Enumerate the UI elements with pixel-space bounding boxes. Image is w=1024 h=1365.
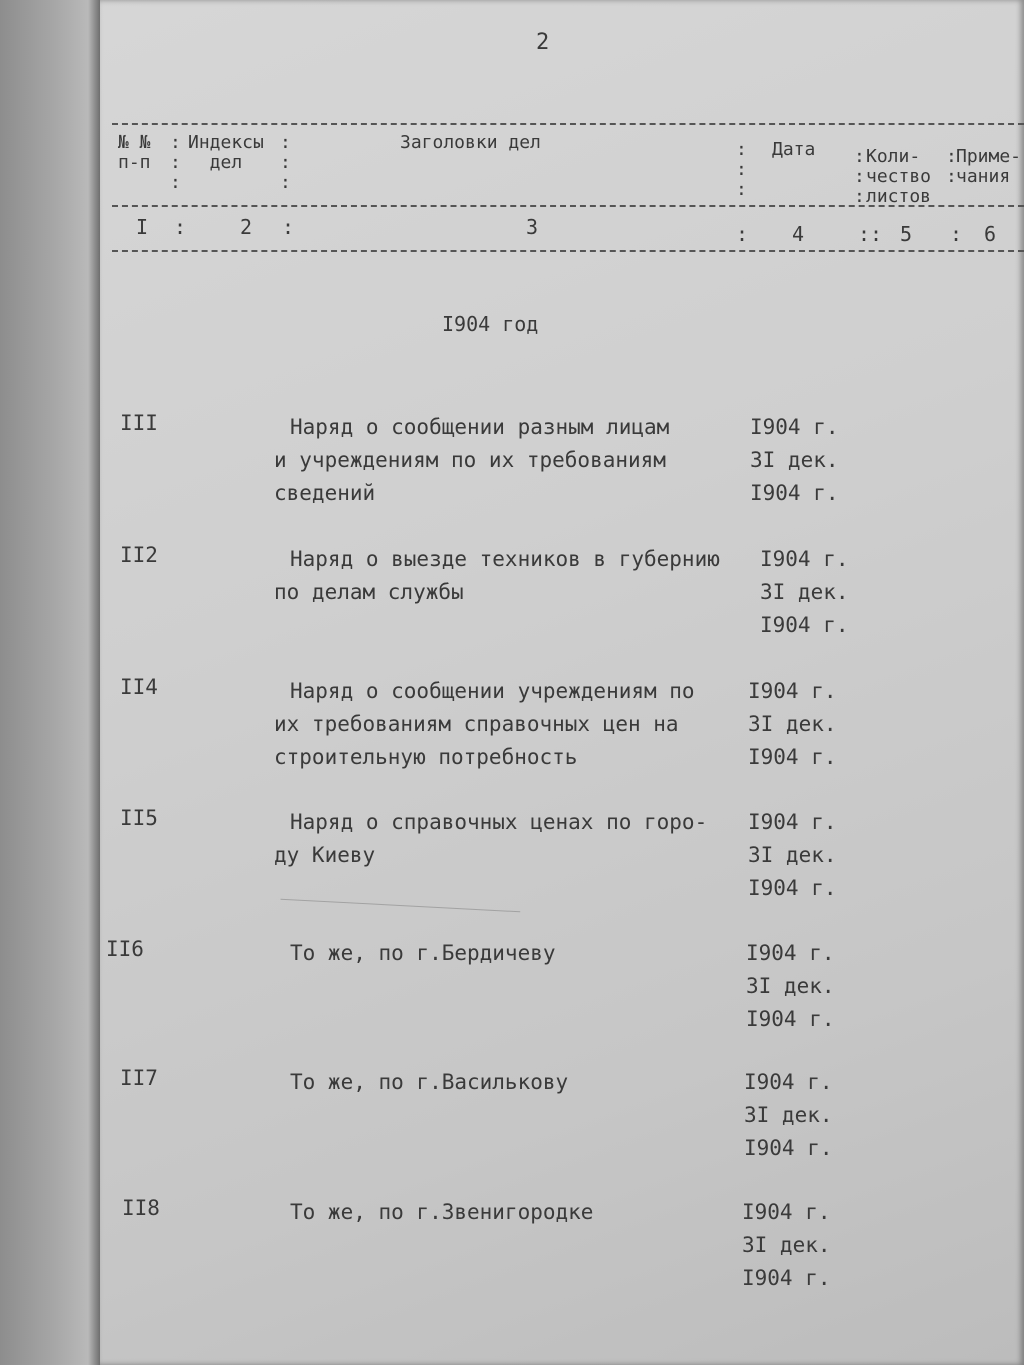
column-number-separator: : [950,222,963,246]
entry-date-line: I904 г. [744,1136,833,1160]
column-number-6: 6 [984,222,997,246]
entry-date-line: I904 г. [746,1007,835,1031]
header-col-sheets: Коли- чество листов [866,146,932,207]
header-col-date: Дата [772,139,816,160]
column-number-separator: :: [858,222,883,246]
entry-number: II8 [122,1196,160,1220]
file-entry [100,411,1024,521]
entry-date [744,1066,833,1165]
year-heading: I904 год [442,312,539,336]
header-separator: : : : [280,132,291,193]
entry-title-line: сведений [274,481,376,505]
entry-date-line: I904 г. [760,613,849,637]
entry-title [274,675,695,774]
entry-date [748,675,837,774]
entry-title [274,543,720,609]
column-number-2: 2 [240,215,253,239]
entry-number: II2 [120,543,158,567]
entry-date [746,937,835,1036]
document-page [100,0,1024,1365]
header-col-index: Индексы дел [188,132,264,173]
entry-number: III [120,411,158,435]
entry-title [274,1066,568,1099]
column-number-4: 4 [792,222,805,246]
entry-date-line: 3I дек. [748,843,837,867]
header-col-number: № № п-п [118,132,151,173]
entry-number: II4 [120,675,158,699]
column-number-separator: : [174,215,187,239]
column-number-5: 5 [900,222,913,246]
entry-title-line: Наряд о сообщении учреждениям по [290,679,695,703]
column-number-1: I [136,215,149,239]
file-entry [100,675,1024,785]
entry-number: II5 [120,806,158,830]
entry-title-line: То же, по г.Бердичеву [290,941,556,965]
entry-date-line: I904 г. [744,1070,833,1094]
entry-number: II6 [106,937,144,961]
entry-date-line: 3I дек. [750,448,839,472]
entry-date [750,411,839,510]
entry-date-line: 3I дек. [746,974,835,998]
entry-title-line: по делам службы [274,580,464,604]
file-entry [100,806,1024,916]
entry-date-line: I904 г. [750,481,839,505]
header-separator: : : [946,146,957,187]
entry-title [274,806,707,872]
file-entry [100,937,1024,1047]
header-separator: : : : [170,132,181,193]
entry-title-line: То же, по г.Василькову [290,1070,569,1094]
entry-date-line: I904 г. [748,876,837,900]
column-number-separator: : [736,222,749,246]
header-middle-rule [112,205,1024,207]
entry-title [274,1196,593,1229]
header-col-notes: Приме- чания [956,146,1022,187]
entry-title-line: ду Киеву [274,843,376,867]
entry-date-line: 3I дек. [742,1233,831,1257]
entry-title-line: Наряд о справочных ценах по горо- [290,810,708,834]
file-entry [100,543,1024,653]
header-top-rule [112,123,1024,125]
file-entry [100,1066,1024,1176]
entry-date-line: I904 г. [760,547,849,571]
header-separator: : : : [854,146,865,207]
entry-date-line: I904 г. [750,415,839,439]
entry-title [274,937,556,970]
file-entry [100,1196,1024,1306]
header-col-title: Заголовки дел [400,132,541,153]
entry-date-line: 3I дек. [760,580,849,604]
entry-date-line: I904 г. [746,941,835,965]
entry-date-line: I904 г. [748,679,837,703]
header-bottom-rule [112,250,1024,252]
entry-number: II7 [120,1066,158,1090]
entry-title-line: Наряд о выезде техников в губернию [290,547,720,571]
entry-title-line: То же, по г.Звенигородке [290,1200,594,1224]
entry-date-line: I904 г. [742,1200,831,1224]
entry-date [760,543,849,642]
column-number-3: 3 [526,215,539,239]
entry-title-line: Наряд о сообщении разным лицам [290,415,670,439]
entry-title-line: и учреждениям по их требованиям [274,448,666,472]
entry-date-line: I904 г. [742,1266,831,1290]
entry-title-line: строительную потребность [274,745,578,769]
entry-date-line: I904 г. [748,810,837,834]
entry-date [748,806,837,905]
column-number-separator: : [282,215,295,239]
entry-date [742,1196,831,1295]
binding-edge [0,0,100,1365]
entry-date-line: 3I дек. [744,1103,833,1127]
header-separator: : : : [736,139,747,200]
entry-title-line: их требованиям справочных цен на [274,712,679,736]
entry-date-line: 3I дек. [748,712,837,736]
entry-date-line: I904 г. [748,745,837,769]
page-number: 2 [536,30,550,55]
entry-title [274,411,669,510]
